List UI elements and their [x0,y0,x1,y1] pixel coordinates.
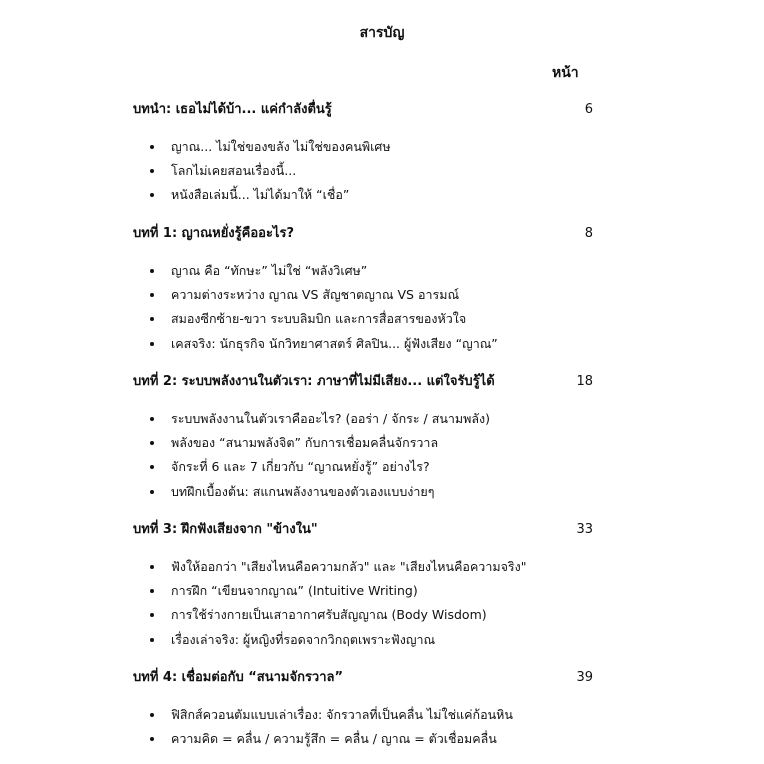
bullet-icon [150,193,154,197]
toc-title: สารบัญ [359,25,405,41]
page-column-header: หน้า [552,65,579,81]
chapter-heading [133,98,593,122]
chapter-page-number: 33 [576,522,593,537]
bullet-icon [150,293,154,297]
bullet-icon [150,441,154,445]
bullet-icon [150,613,154,617]
bullet-icon [150,169,154,173]
bullet-icon [150,565,154,569]
chapter-heading [133,222,593,246]
chapter-title: บทนำ: เธอไม่ได้บ้า... แค่กำลังตื่นรู้ [133,102,332,117]
bullet-icon [150,465,154,469]
list-item: ความคิด = คลื่น / ความรู้สึก = คลื่น / ญาณ = ตัวเชื่อมคลื่น [133,727,593,751]
chapter-title: บทที่ 3: ฝึกฟังเสียงจาก "ข้างใน" [133,522,318,537]
chapter-topic-list [133,259,593,356]
list-item: ระบบพลังงานในตัวเราคืออะไร? (ออร่า / จักระ / สนามพลัง) [133,407,593,431]
bullet-icon [150,145,154,149]
list-item: โลกไม่เคยสอนเรื่องนี้... [133,159,593,183]
list-item: จักระที่ 6 และ 7 เกี่ยวกับ “ญาณหยั่งรู้” อย่างไร? [133,455,593,479]
chapter-topic-list [133,135,593,208]
list-item: การฝึก “เขียนจากญาณ” (Intuitive Writing) [133,579,593,603]
chapter-topic-list [133,703,593,751]
bullet-icon [150,417,154,421]
chapter-heading [133,518,593,542]
chapter-page-number: 39 [576,670,593,685]
bullet-icon [150,269,154,273]
list-item: เคสจริง: นักธุรกิจ นักวิทยาศาสตร์ ศิลปิน... ผู้ฟังเสียง “ญาณ” [133,332,593,356]
chapter-page-number: 8 [584,226,593,241]
chapter-title: บทที่ 1: ญาณหยั่งรู้คืออะไร? [133,226,294,241]
list-item: เรื่องเล่าจริง: ผู้หญิงที่รอดจากวิกฤตเพราะฟังญาณ [133,628,593,652]
toc-chapter-intro [133,98,593,208]
bullet-icon [150,713,154,717]
bullet-icon [150,342,154,346]
toc-chapter-3 [133,518,593,652]
bullet-icon [150,589,154,593]
toc-chapter-1 [133,222,593,356]
list-item: หนังสือเล่มนี้... ไม่ได้มาให้ “เชื่อ” [133,183,593,207]
bullet-icon [150,638,154,642]
list-item: ฟิสิกส์ควอนตัมแบบเล่าเรื่อง: จักรวาลที่เป็นคลื่น ไม่ใช่แค่ก้อนหิน [133,703,593,727]
bullet-icon [150,490,154,494]
bullet-icon [150,317,154,321]
list-item: ความต่างระหว่าง ญาณ VS สัญชาตญาณ VS อารมณ์ [133,283,593,307]
chapter-page-number: 18 [576,374,593,389]
chapter-topic-list [133,407,593,504]
bullet-icon [150,737,154,741]
chapter-topic-list [133,555,593,652]
list-item: ญาณ... ไม่ใช่ของขลัง ไม่ใช่ของคนพิเศษ [133,135,593,159]
toc-chapter-2 [133,370,593,504]
chapter-title: บทที่ 4: เชื่อมต่อกับ “สนามจักรวาล” [133,670,344,685]
list-item: บทฝึกเบื้องต้น: สแกนพลังงานของตัวเองแบบง่ายๆ [133,480,593,504]
list-item: สมองซีกซ้าย-ขวา ระบบลิมบิก และการสื่อสารของหัวใจ [133,307,593,331]
list-item: ญาณ คือ “ทักษะ” ไม่ใช่ “พลังวิเศษ” [133,259,593,283]
list-item: พลังของ “สนามพลังจิต” กับการเชื่อมคลื่นจักรวาล [133,431,593,455]
list-item: ฟังให้ออกว่า "เสียงไหนคือความกลัว" และ "เสียงไหนคือความจริง" [133,555,593,579]
chapter-heading [133,666,593,690]
chapter-title: บทที่ 2: ระบบพลังงานในตัวเรา: ภาษาที่ไม่มีเสียง... แต่ใจรับรู้ได้ [133,374,495,389]
toc-chapter-4 [133,666,593,751]
chapter-page-number: 6 [584,102,593,117]
chapter-heading [133,370,593,394]
list-item: การใช้ร่างกายเป็นเสาอากาศรับสัญญาณ (Body Wisdom) [133,603,593,627]
